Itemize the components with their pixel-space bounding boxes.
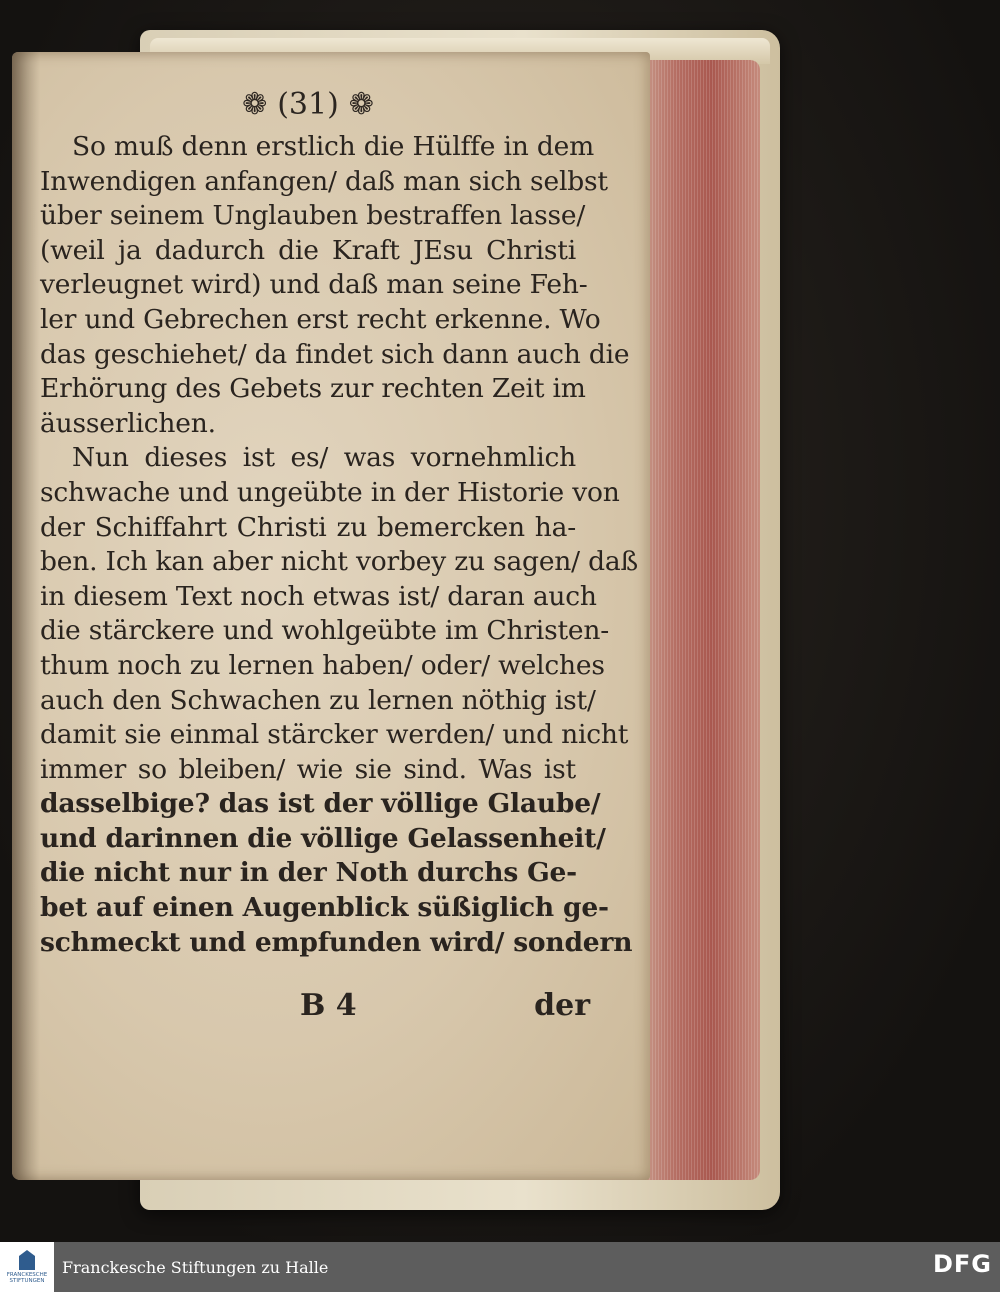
text-line: schmeckt und empfunden wird/ sondern — [40, 926, 633, 958]
catchword: der — [534, 987, 590, 1023]
text-line: auch den Schwachen zu lernen nöthig ist/ — [40, 684, 596, 716]
institution-bar — [0, 1242, 1000, 1292]
text-line: die stärckere und wohlgeübte im Christen- — [40, 615, 610, 647]
page-header — [228, 84, 388, 124]
text-line: ler und Gebrechen erst recht erkenne. Wo — [40, 303, 601, 335]
text-line: immer so bleiben/ wie sie sind. Was ist — [40, 753, 576, 785]
dfg-logo[interactable]: DFG — [932, 1250, 992, 1278]
logo-text-line2: STIFTUNGEN — [9, 1278, 45, 1284]
institution-title[interactable]: Franckesche Stiftungen zu Halle — [62, 1257, 329, 1277]
text-line: das geschiehet/ da findet sich dann auch die — [40, 338, 630, 370]
page-body-text — [40, 130, 638, 960]
text-line: bet auf einen Augenblick süßiglich ge- — [40, 892, 609, 924]
text-line: So muß denn erstlich die Hülffe in dem — [72, 131, 594, 162]
text-line: über seinem Unglauben bestraffen lasse/ — [40, 200, 586, 232]
text-line: verleugnet wird) und daß man seine Feh- — [40, 269, 588, 301]
text-line: äusserlichen. — [40, 407, 216, 439]
text-line: und darinnen die völlige Gelassenheit/ — [40, 822, 606, 854]
text-line: damit sie einmal stärcker werden/ und nicht — [40, 719, 629, 751]
text-line: (weil ja dadurch die Kraft JEsu Christi — [40, 234, 576, 266]
flower-ornament-icon: ❁ — [348, 86, 374, 122]
text-line: dasselbige? das ist der völlige Glaube/ — [40, 788, 601, 820]
text-line: schwache und ungeübte in der Historie von — [40, 476, 620, 508]
text-line: ben. Ich kan aber nicht vorbey zu sagen/ daß — [40, 546, 638, 578]
page-footer — [300, 985, 590, 1025]
text-line: die nicht nur in der Noth durchs Ge- — [40, 857, 577, 889]
signature-mark: B 4 — [300, 987, 357, 1023]
text-line: Nun dieses ist es/ was vornehmlich — [72, 442, 576, 474]
franckesche-stiftungen-logo[interactable] — [0, 1242, 54, 1292]
text-line: Inwendigen anfangen/ daß man sich selbst — [40, 165, 608, 197]
page-block-red-edge — [640, 60, 760, 1180]
text-line: thum noch zu lernen haben/ oder/ welches — [40, 649, 605, 681]
text-line: der Schiffahrt Christi zu bemercken ha- — [40, 511, 576, 543]
text-line: Erhörung des Gebets zur rechten Zeit im — [40, 373, 586, 405]
building-icon — [19, 1250, 35, 1270]
text-line: in diesem Text noch etwas ist/ daran auch — [40, 580, 597, 612]
flower-ornament-icon: ❁ — [242, 86, 268, 122]
logo-text-line1: FRANCKESCHE — [6, 1272, 48, 1278]
gutter-shadow — [12, 52, 40, 1180]
page-number: (31) — [277, 86, 339, 122]
